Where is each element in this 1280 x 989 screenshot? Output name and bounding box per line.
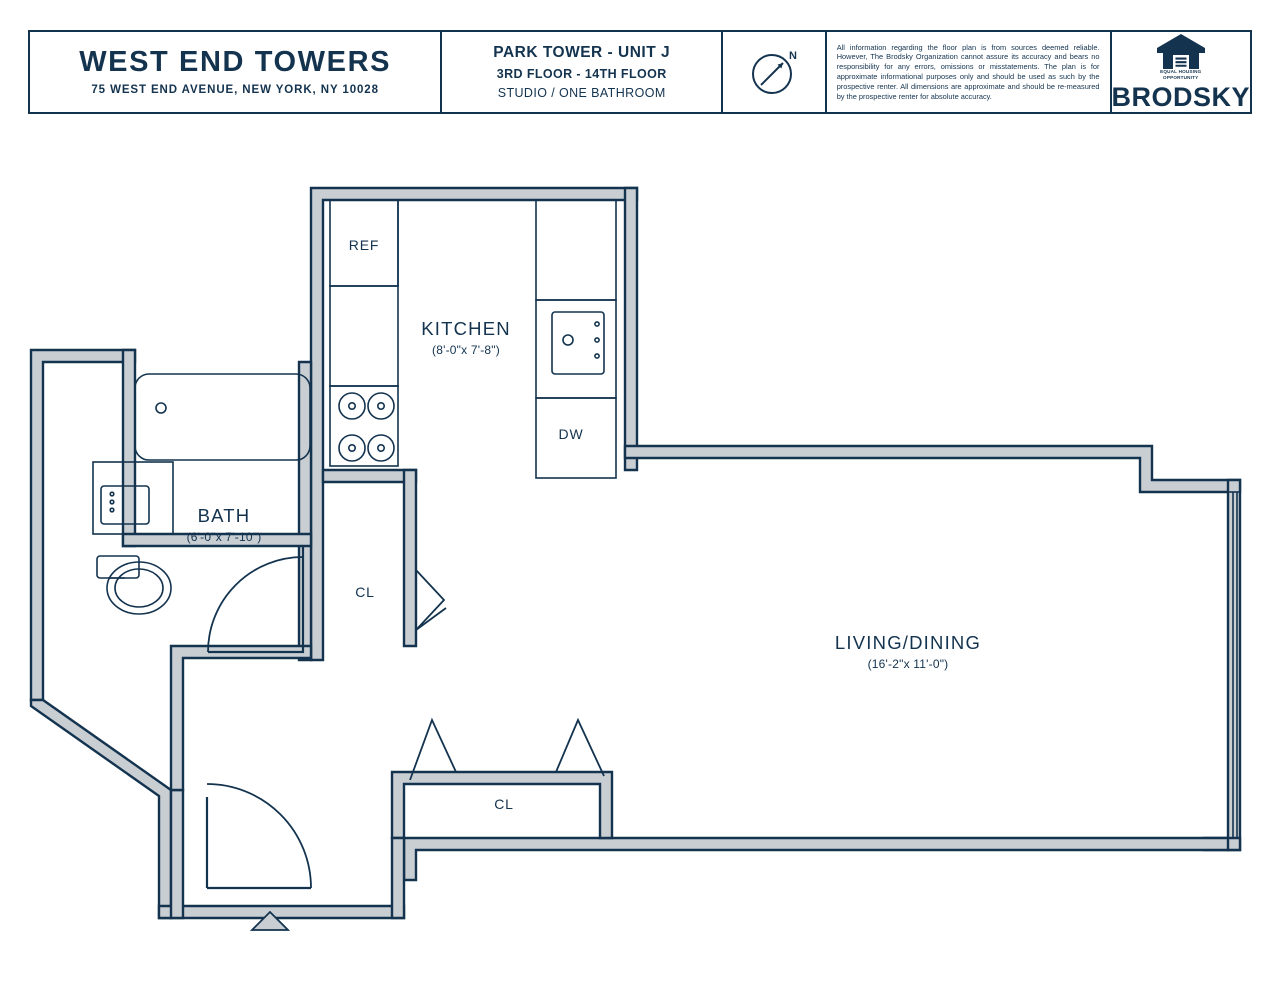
fixture-label-dw: [559, 426, 584, 442]
toilet-tank: [97, 556, 139, 578]
fair-housing-line-1: EQUAL HOUSING: [1160, 68, 1202, 74]
room-label-bath: [187, 505, 262, 544]
disclaimer-text: All information regarding the floor plan is from sources deemed reliable. However, The Brodsky Organization cannot assure its accuracy and bears no responsibility for any errors, omissions or misstatements. The plan is for approximate informational purposes only and should be used as such by the prospective renter. All dimensions are approximate and should be re-measured by the prospective renter for absolute accuracy.: [836, 42, 1100, 101]
brand-name: BRODSKY: [1111, 82, 1251, 113]
faucet-hole: [595, 354, 599, 358]
room-name-bath: BATH: [197, 505, 251, 526]
wall-bath-outer-top: [31, 350, 135, 700]
room-label-living-dining: [835, 632, 981, 671]
wall-kitchen-right: [625, 188, 637, 470]
fixture-label-closet-lower: [494, 796, 514, 812]
room-name-living-dining: LIVING/DINING: [834, 632, 982, 653]
fixture-name-dw: DW: [558, 426, 584, 442]
room-dims-kitchen: (8'-0"x 7'-8"): [432, 343, 500, 357]
entry-door-leaf: [207, 797, 311, 888]
wall-living-top: [625, 446, 1240, 492]
room-label-kitchen: [421, 318, 511, 357]
tub-drain: [156, 403, 166, 413]
bath-door-arc: [208, 557, 303, 652]
wall-entry-bottom: [159, 906, 404, 918]
bath-door-leaf: [208, 546, 303, 652]
room-dims-living-dining: (16'-2"x 11'-0"): [867, 657, 949, 671]
entry-door-arc: [207, 784, 311, 888]
faucet-hole: [110, 492, 114, 496]
door-swings: [207, 546, 311, 888]
counter-left-upper: [330, 286, 398, 386]
fixture-label-ref: [349, 237, 379, 253]
wall-outlines: [31, 188, 1240, 918]
unit-floors: 3RD FLOOR - 14TH FLOOR: [496, 67, 667, 81]
wall-bath-left-inner: [123, 350, 135, 546]
unit-type: STUDIO / ONE BATHROOM: [497, 86, 666, 100]
fixture-name-ref: REF: [348, 237, 380, 253]
closet-doors: [410, 570, 604, 780]
wall-closet-upper-top: [323, 470, 416, 482]
bathtub: [135, 374, 310, 460]
faucet-hole: [110, 500, 114, 504]
wall-right-exterior: [1228, 480, 1240, 850]
faucet-hole: [110, 508, 114, 512]
wall-bath-outer-angle: [31, 700, 171, 918]
room-dims-bath: (6'-0"x 7'-10"): [186, 530, 262, 544]
wall-living-bottom: [404, 838, 1228, 880]
counter-right-upper: [536, 200, 616, 300]
building-name: WEST END TOWERS: [79, 46, 392, 78]
fixture-label-closet-upper: [355, 584, 375, 600]
wall-entry-right: [392, 838, 404, 918]
burner-icons: [339, 393, 394, 461]
fixture-name-cl-lower: CL: [494, 796, 514, 812]
wall-left-lower: [171, 790, 183, 918]
building-address: 75 WEST END AVENUE, NEW YORK, NY 10028: [91, 84, 379, 96]
wall-closet-upper-right: [404, 470, 416, 646]
unit-title: PARK TOWER - UNIT J: [493, 44, 671, 61]
faucet-hole: [595, 322, 599, 326]
sink-drain: [563, 335, 573, 345]
fixture-name-cl-upper: CL: [355, 584, 375, 600]
closet-upper-door: [416, 570, 444, 630]
room-name-kitchen: KITCHEN: [421, 318, 511, 339]
faucet-hole: [595, 338, 599, 342]
svg-text:N: N: [788, 50, 797, 62]
fair-housing-line-2: OPPORTUNITY: [1163, 74, 1199, 80]
closet-lower-door-right: [556, 720, 604, 776]
wall-hall-corner: [171, 646, 311, 790]
